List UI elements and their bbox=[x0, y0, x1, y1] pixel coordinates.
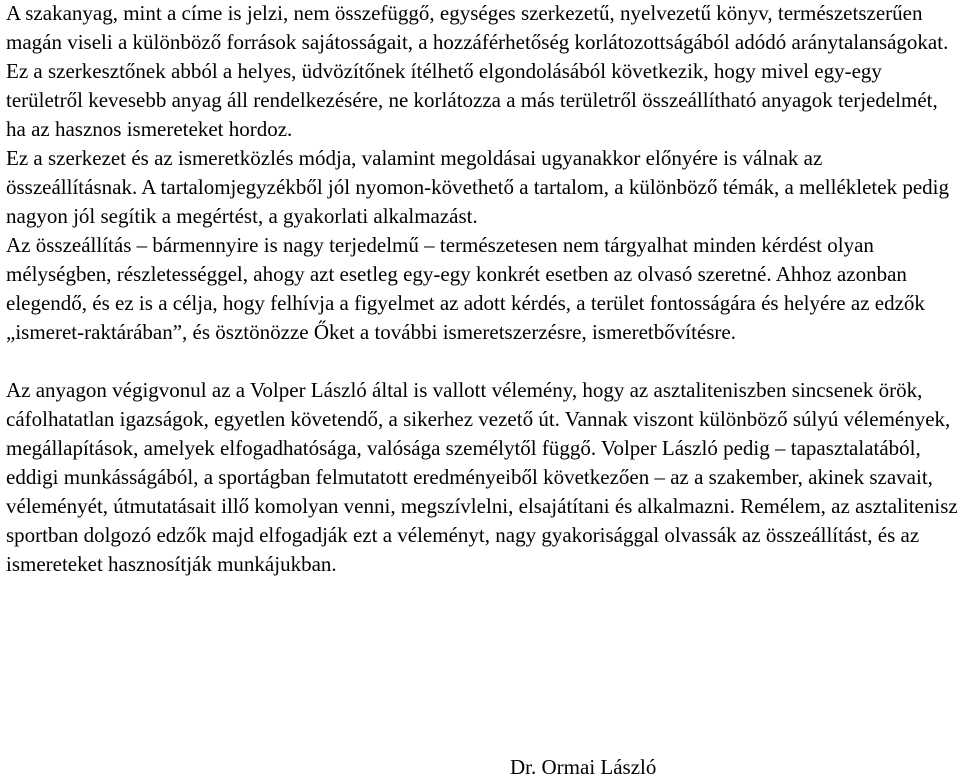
paragraph-structure: Ez a szerkezet és az ismeretközlés módja, valamint megoldásai ugyanakkor előnyére is válnak az összeállításnak. A tartalomjegyzékből jól nyomon-követhető a tartalom, a különböző témák, a mellékletek pedig nagyon jól segítik a megértést, a gyakorlati alkalmazást. bbox=[6, 146, 949, 228]
paragraph-spacer bbox=[6, 347, 958, 376]
document-body bbox=[6, 0, 958, 579]
paragraph-intro: A szakanyag, mint a címe is jelzi, nem összefüggő, egységes szerkezetű, nyelvezetű könyv, természetszerűen magán viseli a különböző források sajátosságait, a hozzáférhetőség korlátozottságából adódó aránytalanságokat. Ez a szerkesztőnek abból a helyes, üdvözítőnek ítélhető elgondolásából következik, hogy mivel egy-egy területről kevesebb anyag áll rendelkezésére, ne korlátozza a más területről összeállítható anyagok terjedelmét, ha az hasznos ismereteket hordoz. bbox=[6, 1, 949, 141]
paragraph-scope: Az összeállítás – bármennyire is nagy terjedelmű – természetesen nem tárgyalhat minden kérdést olyan mélységben, részletességgel, ahogy azt esetleg egy-egy konkrét esetben az olvasó szeretné. Ahhoz azonban elegendő, és ez is a célja, hogy felhívja a figyelmet az adott kérdés, a terület fontosságára és helyére az edzők „ismeret-raktárában”, és ösztönözze Őket a további ismeretszerzésre, ismeretbővítésre. bbox=[6, 233, 925, 344]
paragraph-volper: Az anyagon végigvonul az a Volper László által is vallott vélemény, hogy az asztaliteniszben sincsenek örök, cáfolhatatlan igazságok, egyetlen követendő, a sikerhez vezető út. Vannak viszont különböző súlyú vélemények, megállapítások, amelyek elfogadhatósága, valósága személytől függő. Volper László pedig – tapasztalatából, eddigi munkásságából, a sportágban felmutatott eredményeiből következően – az a szakember, akinek szavait, véleményét, útmutatásait illő komolyan venni, megszívlelni, elsajátítani és alkalmazni. Remélem, az asztalitenisz sportban dolgozó edzők majd elfogadják ezt a véleményt, nagy gyakorisággal olvassák az összeállítást, és az ismereteket hasznosítják munkájukban. bbox=[6, 378, 958, 576]
author-signature: Dr. Ormai László bbox=[510, 755, 657, 779]
